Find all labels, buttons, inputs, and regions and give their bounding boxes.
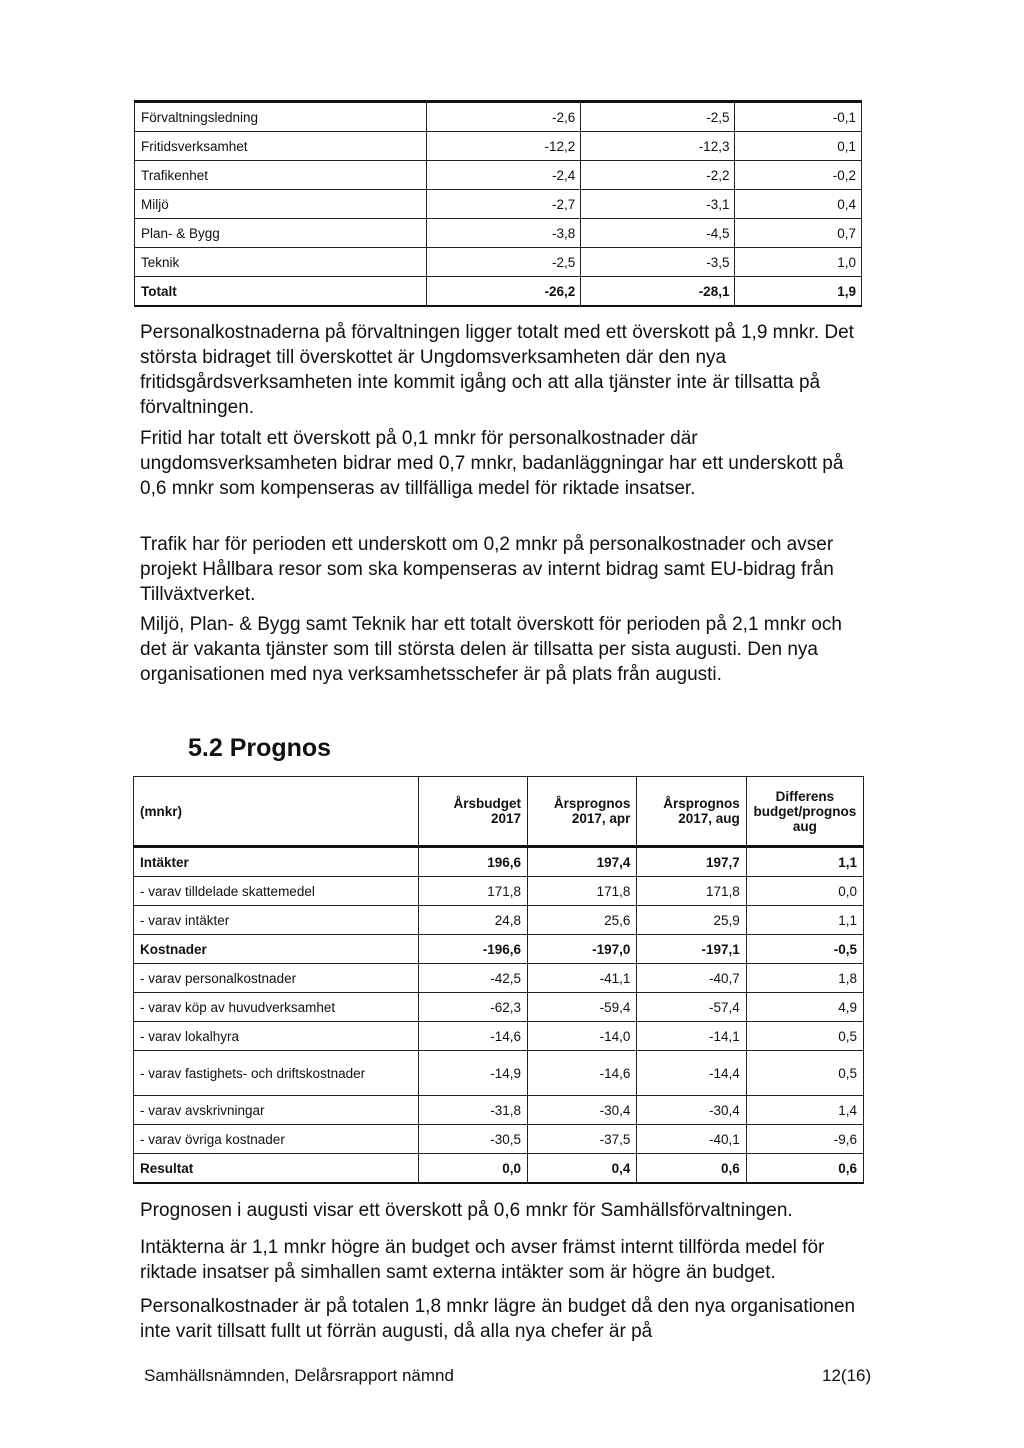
table-row-total: [135, 277, 862, 307]
footer-document-title: Samhällsnämnden, Delårsrapport nämnd: [144, 1366, 454, 1385]
cell-value: -40,7: [637, 964, 746, 993]
cell-value: -2,7: [427, 190, 581, 219]
row-label: Intäkter: [134, 847, 419, 877]
cell-value: -30,4: [528, 1096, 637, 1125]
cell-value: 0,4: [735, 190, 862, 219]
table-row: [134, 993, 864, 1022]
cell-value: 196,6: [418, 847, 527, 877]
column-header: Årsprognos 2017, aug: [637, 777, 746, 847]
paragraph: Fritid har totalt ett överskott på 0,1 mnkr för personalkostnader där ungdomsverksamheten bidrar med 0,7 mnkr, badanläggningar har ett underskott på 0,6 mnkr som kompenseras av tillfälliga medel för riktade insatser.: [140, 428, 844, 499]
cell-value: 1,1: [746, 906, 863, 935]
cell-value: 171,8: [418, 877, 527, 906]
cell-value: -28,1: [581, 277, 735, 307]
cell-value: 0,5: [746, 1051, 863, 1096]
row-label: Resultat: [134, 1154, 419, 1184]
cell-value: -2,5: [581, 102, 735, 132]
cell-value: 197,7: [637, 847, 746, 877]
cell-value: -14,1: [637, 1022, 746, 1051]
cell-value: -14,4: [637, 1051, 746, 1096]
paragraph: Prognosen i augusti visar ett överskott på 0,6 mnkr för Samhällsförvaltningen.: [140, 1200, 793, 1221]
cell-value: -4,5: [581, 219, 735, 248]
cell-value: -2,4: [427, 161, 581, 190]
table-row: [135, 248, 862, 277]
row-label: Teknik: [135, 248, 427, 277]
cell-value: -0,1: [735, 102, 862, 132]
forecast-table: [133, 776, 864, 1184]
table-row: [134, 1051, 864, 1096]
cell-value: -0,2: [735, 161, 862, 190]
cell-value: -31,8: [418, 1096, 527, 1125]
row-label: - varav intäkter: [134, 906, 419, 935]
row-label: Plan- & Bygg: [135, 219, 427, 248]
paragraph: Trafik har för perioden ett underskott om 0,2 mnkr på personalkostnader och avser projekt Hållbara resor som ska kompenseras av internt bidrag samt EU-bidrag från Tillväxtverket.: [140, 534, 834, 605]
cell-value: -14,9: [418, 1051, 527, 1096]
cell-value: -62,3: [418, 993, 527, 1022]
cell-value: 25,6: [528, 906, 637, 935]
cell-value: -197,0: [528, 935, 637, 964]
column-header: Differens budget/prognos aug: [746, 777, 863, 847]
cell-value: 197,4: [528, 847, 637, 877]
personnel-cost-table: [134, 100, 862, 307]
row-label: Trafikenhet: [135, 161, 427, 190]
cell-value: 1,0: [735, 248, 862, 277]
table-row-result: [134, 1154, 864, 1184]
row-label: - varav köp av huvudverksamhet: [134, 993, 419, 1022]
cell-value: -40,1: [637, 1125, 746, 1154]
cell-value: 4,9: [746, 993, 863, 1022]
cell-value: 0,0: [418, 1154, 527, 1184]
cell-value: 25,9: [637, 906, 746, 935]
cell-value: -30,5: [418, 1125, 527, 1154]
cell-value: 0,1: [735, 132, 862, 161]
cell-value: -14,6: [418, 1022, 527, 1051]
paragraph: Personalkostnaderna på förvaltningen ligger totalt med ett överskott på 1,9 mnkr. Det största bidraget till överskottet är Ungdomsverksamheten där den nya fritidsgårdsverksamheten inte kommit igång och att alla tjänster inte är tillsatta på förvaltningen.: [140, 322, 854, 418]
cell-value: 1,1: [746, 847, 863, 877]
cell-value: 171,8: [528, 877, 637, 906]
table-row: [134, 1022, 864, 1051]
table-row: [135, 219, 862, 248]
cell-value: -12,3: [581, 132, 735, 161]
table-row: [134, 964, 864, 993]
table-row: [135, 190, 862, 219]
row-label: Kostnader: [134, 935, 419, 964]
cell-value: -14,0: [528, 1022, 637, 1051]
table-row: [134, 847, 864, 877]
row-label: - varav tilldelade skattemedel: [134, 877, 419, 906]
column-header: (mnkr): [134, 777, 419, 847]
table-row: [134, 1125, 864, 1154]
table-row: [134, 935, 864, 964]
footer-page-number: 12(16): [822, 1366, 872, 1385]
cell-value: -2,5: [427, 248, 581, 277]
cell-value: -14,6: [528, 1051, 637, 1096]
cell-value: 171,8: [637, 877, 746, 906]
row-label: - varav övriga kostnader: [134, 1125, 419, 1154]
cell-value: 1,8: [746, 964, 863, 993]
cell-value: -59,4: [528, 993, 637, 1022]
cell-value: -37,5: [528, 1125, 637, 1154]
cell-value: 0,7: [735, 219, 862, 248]
cell-value: -12,2: [427, 132, 581, 161]
row-label: - varav lokalhyra: [134, 1022, 419, 1051]
cell-value: -2,2: [581, 161, 735, 190]
cell-value: 0,5: [746, 1022, 863, 1051]
table-row: [134, 877, 864, 906]
cell-value: 1,9: [735, 277, 862, 307]
table-row: [135, 161, 862, 190]
cell-value: 0,6: [637, 1154, 746, 1184]
cell-value: 24,8: [418, 906, 527, 935]
table-row: [134, 906, 864, 935]
row-label: - varav avskrivningar: [134, 1096, 419, 1125]
paragraph: Intäkterna är 1,1 mnkr högre än budget och avser främst internt tillförda medel för riktade insatser på simhallen samt externa intäkter som är högre än budget.: [140, 1237, 825, 1283]
cell-value: -196,6: [418, 935, 527, 964]
cell-value: -3,8: [427, 219, 581, 248]
cell-value: -26,2: [427, 277, 581, 307]
table-row: [134, 1096, 864, 1125]
cell-value: -9,6: [746, 1125, 863, 1154]
cell-value: -0,5: [746, 935, 863, 964]
paragraph: Miljö, Plan- & Bygg samt Teknik har ett totalt överskott för perioden på 2,1 mnkr och det är vakanta tjänster som till största delen är tillsatta per sista augusti. Den nya organisationen med nya verksamhetsschefer är på plats från augusti.: [140, 614, 842, 685]
row-label: - varav fastighets- och driftskostnader: [134, 1051, 419, 1096]
table-row: [135, 132, 862, 161]
paragraph: Personalkostnader är på totalen 1,8 mnkr lägre än budget då den nya organisationen inte varit tillsatt fullt ut förrän augusti, då alla nya chefer är på: [140, 1296, 856, 1342]
row-label: Totalt: [135, 277, 427, 307]
cell-value: -2,6: [427, 102, 581, 132]
row-label: - varav personalkostnader: [134, 964, 419, 993]
section-heading: 5.2 Prognos: [188, 734, 332, 762]
row-label: Fritidsverksamhet: [135, 132, 427, 161]
table-row: [135, 102, 862, 132]
cell-value: 0,6: [746, 1154, 863, 1184]
table-header-row: [134, 777, 864, 847]
cell-value: 0,0: [746, 877, 863, 906]
cell-value: -41,1: [528, 964, 637, 993]
cell-value: -197,1: [637, 935, 746, 964]
cell-value: -3,5: [581, 248, 735, 277]
cell-value: 0,4: [528, 1154, 637, 1184]
cell-value: -30,4: [637, 1096, 746, 1125]
cell-value: -3,1: [581, 190, 735, 219]
row-label: Miljö: [135, 190, 427, 219]
column-header: Årsbudget 2017: [418, 777, 527, 847]
cell-value: -57,4: [637, 993, 746, 1022]
cell-value: -42,5: [418, 964, 527, 993]
row-label: Förvaltningsledning: [135, 102, 427, 132]
cell-value: 1,4: [746, 1096, 863, 1125]
column-header: Årsprognos 2017, apr: [528, 777, 637, 847]
